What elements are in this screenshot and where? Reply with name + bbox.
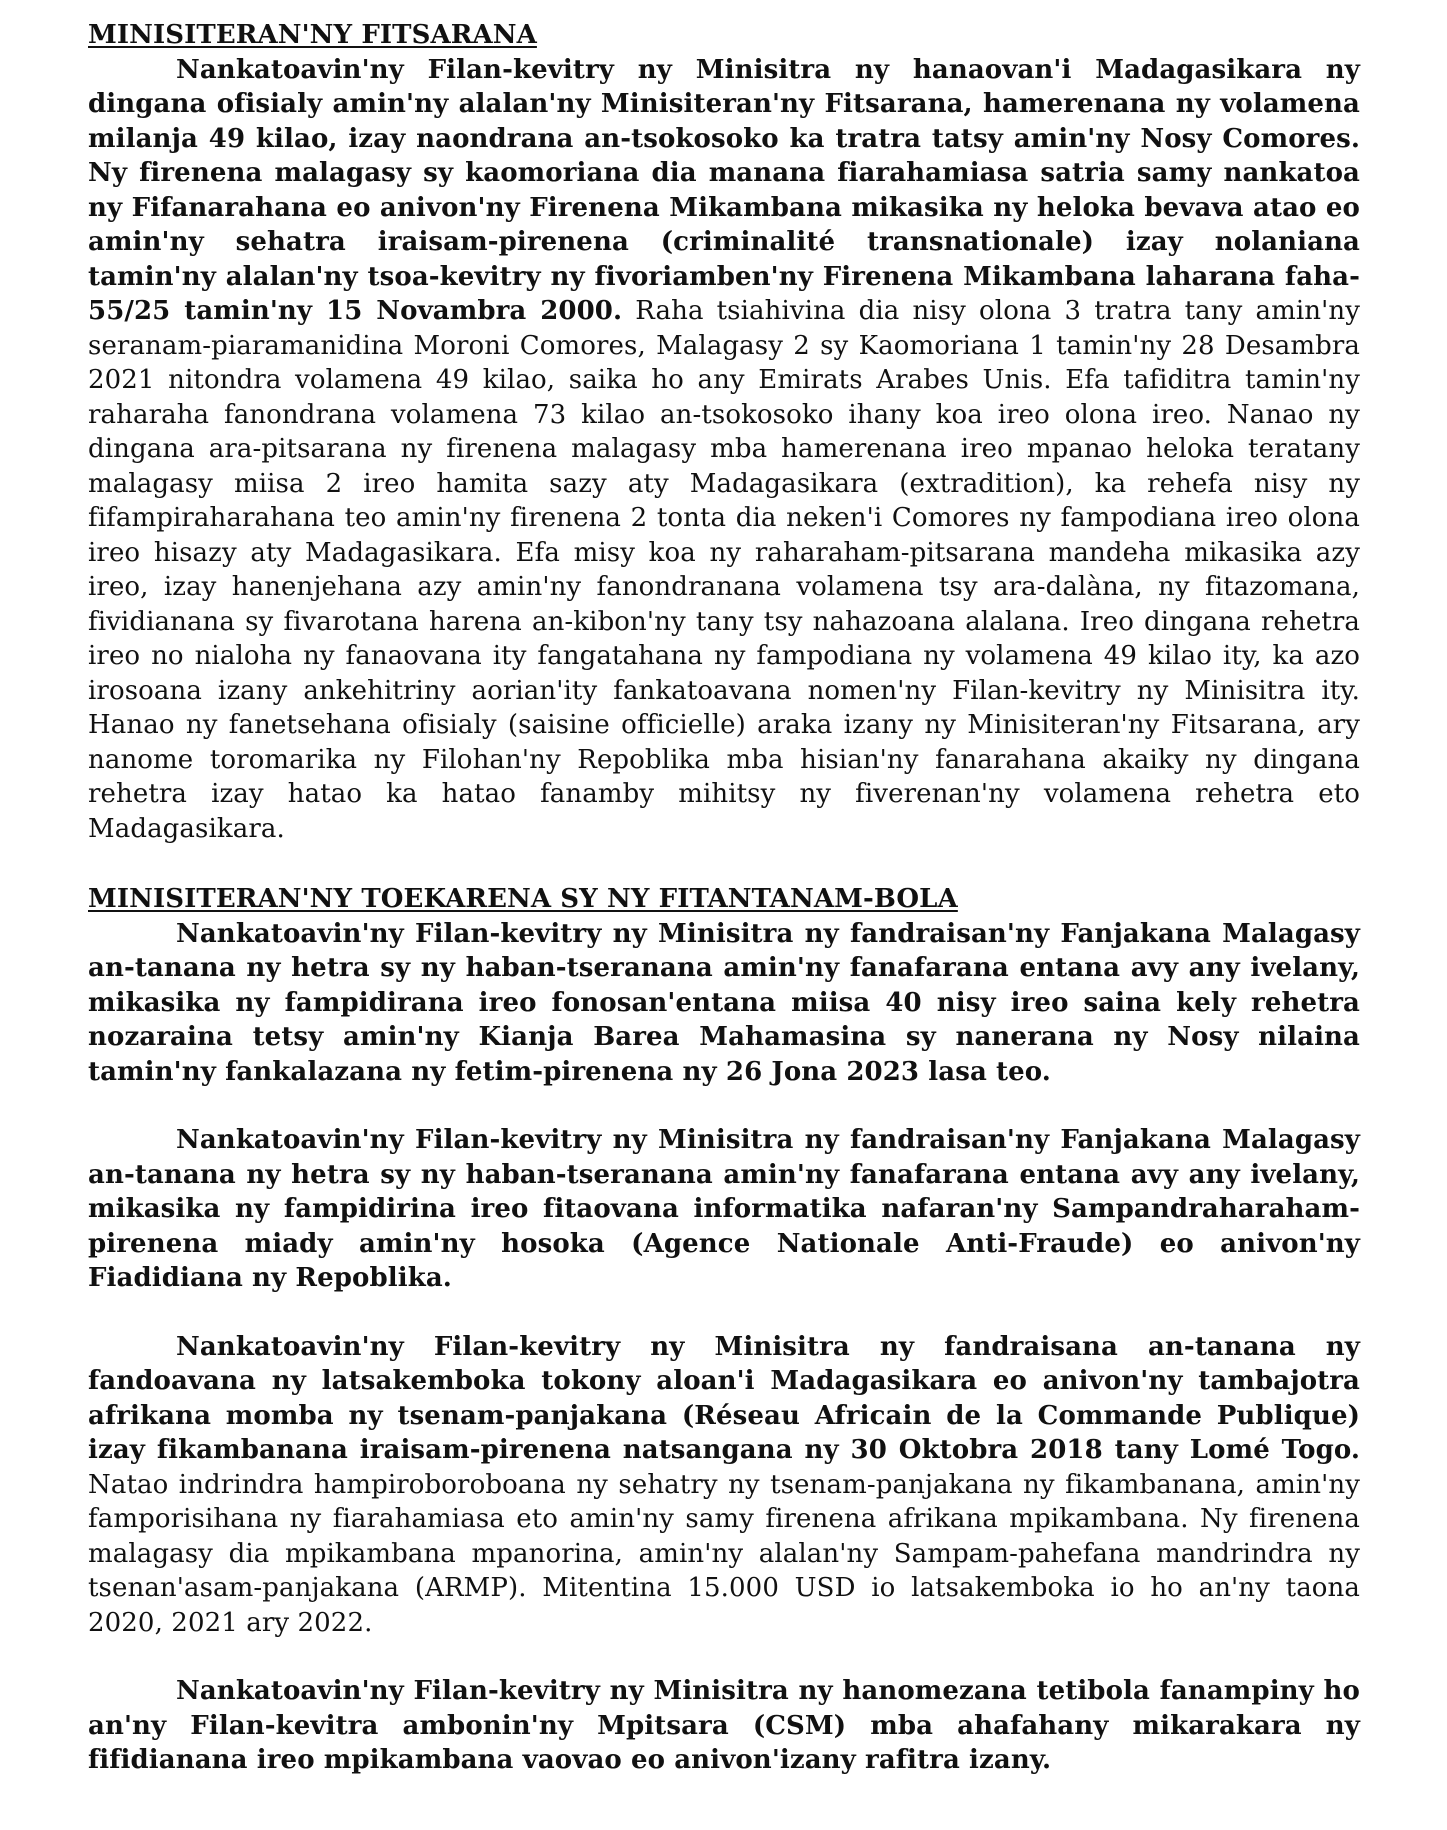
paragraph-bold-text: Nankatoavin'ny Filan-kevitry ny Minisitra ny fandraisan'ny Fanjakana Malagasy an-tanana ny hetra sy ny haban-tseranana amin'ny fanafarana entana avy any ivelany, mikasika ny fampidirana ireo fonosan'entana miisa 40 nisy ireo saina kely rehetra nozaraina tetsy amin'ny Kianja Barea Mahamasina sy nanerana ny Nosy nilaina tamin'ny fankalazana ny fetim-pirenena ny 26 Jona 2023 lasa teo. bbox=[88, 918, 1360, 1087]
document-page bbox=[88, 18, 1360, 1778]
paragraph-saina bbox=[88, 917, 1360, 1090]
paragraph-bold-text: Nankatoavin'ny Filan-kevitry ny Minisitra ny fandraisan'ny Fanjakana Malagasy an-tanana ny hetra sy ny haban-tseranana amin'ny fanafarana entana avy any ivelany, mikasika ny fampidirina ireo fitaovana informatika nafaran'ny Sampandraharaham-pirenena miady amin'ny hosoka (Agence Nationale Anti-Fraude) eo anivon'ny Fiadidiana ny Repoblika. bbox=[88, 1125, 1360, 1293]
paragraph-normal-text: Natao indrindra hampiroboroboana ny sehatry ny tsenam-panjakana ny fikambanana, amin'ny famporisihana ny fiarahamiasa eto amin'ny samy firenena afrikana mpikambana. Ny firenena malagasy dia mpikambana mpanorina, amin'ny alalan'ny Sampam-pahefana mandrindra ny tsenan'asam-panjakana (ARMP). Mitentina 15.000 USD io latsakemboka io ho an'ny taona 2020, 2021 ary 2022. bbox=[88, 1469, 1360, 1638]
section-heading-fitsarana: MINISITERAN'NY FITSARANA bbox=[88, 20, 537, 50]
paragraph-bold-text: Nankatoavin'ny Filan-kevitry ny Minisitra ny fandraisana an-tanana ny fandoavana ny latsakemboka tokony aloan'i Madagasikara eo anivon'ny tambajotra afrikana momba ny tsenam-panjakana (Réseau Africain de la Commande Publique) izay fikambanana iraisam-pirenena natsangana ny 30 Oktobra 2018 tany Lomé Togo. bbox=[88, 1331, 1360, 1465]
section-heading-toekarena: MINISITERAN'NY TOEKARENA SY NY FITANTANAM-BOLA bbox=[88, 884, 958, 914]
paragraph-csm bbox=[88, 1674, 1360, 1778]
paragraph-bold-text: Nankatoavin'ny Filan-kevitry ny Minisitra ny hanomezana tetibola fanampiny ho an'ny Filan-kevitra ambonin'ny Mpitsara (CSM) mba ahafahany mikarakara ny fifidianana ireo mpikambana vaovao eo anivon'izany rafitra izany. bbox=[88, 1676, 1360, 1775]
paragraph-normal-text: Raha tsiahivina dia nisy olona 3 tratra tany amin'ny seranam-piaramanidina Moroni Comores, Malagasy 2 sy Kaomoriana 1 tamin'ny 28 Desambra 2021 nitondra volamena 49 kilao, saika ho any Emirats Arabes Unis. Efa tafiditra tamin'ny raharaha fanondrana volamena 73 kilao an-tsokosoko ihany koa ireo olona ireo. Nanao ny dingana ara-pitsarana ny firenena malagasy mba hamerenana ireo mpanao heloka teratany malagasy miisa 2 ireo hamita sazy aty Madagasikara (extradition), ka rehefa nisy ny fifampiraharahana teo amin'ny firenena 2 tonta dia neken'i Comores ny fampodiana ireo olona ireo hisazy aty Madagasikara. Efa misy koa ny raharaham-pitsarana mandeha mikasika azy ireo, izay hanenjehana azy amin'ny fanondranana volamena tsy ara-dalàna, ny fitazomana, fividianana sy fivarotana harena an-kibon'ny tany tsy nahazoana alalana. Ireo dingana rehetra ireo no nialoha ny fanaovana ity fangatahana ny fampodiana ny volamena 49 kilao ity, ka azo irosoana izany ankehitriny aorian'ity fankatoavana nomen'ny Filan-kevitry ny Minisitra ity. Hanao ny fanetsehana ofisialy (saisine officielle) araka izany ny Minisiteran'ny Fitsarana, ary nanome toromarika ny Filohan'ny Repoblika mba hisian'ny fanarahana akaiky ny dingana rehetra izay hatao ka hatao fanamby mihitsy ny fiverenan'ny volamena rehetra eto Madagasikara. bbox=[88, 296, 1360, 844]
paragraph-latsakemboka bbox=[88, 1330, 1360, 1641]
paragraph-informatika bbox=[88, 1123, 1360, 1296]
paragraph-bold-text: Nankatoavin'ny Filan-kevitry ny Minisitra ny hanaovan'i Madagasikara ny dingana ofisialy amin'ny alalan'ny Minisiteran'ny Fitsarana, hamerenana ny volamena milanja 49 kilao, izay naondrana an-tsokosoko ka tratra tatsy amin'ny Nosy Comores. Ny firenena malagasy sy kaomoriana dia manana fiarahamiasa satria samy nankatoa ny Fifanarahana eo anivon'ny Firenena Mikambana mikasika ny heloka bevava atao eo amin'ny sehatra iraisam-pirenena (criminalité transnationale) izay nolaniana tamin'ny alalan'ny tsoa-kevitry ny fivoriamben'ny Firenena Mikambana laharana faha-55/25 tamin'ny 15 Novambra 2000. bbox=[88, 54, 1360, 326]
paragraph-volamena bbox=[88, 53, 1360, 847]
